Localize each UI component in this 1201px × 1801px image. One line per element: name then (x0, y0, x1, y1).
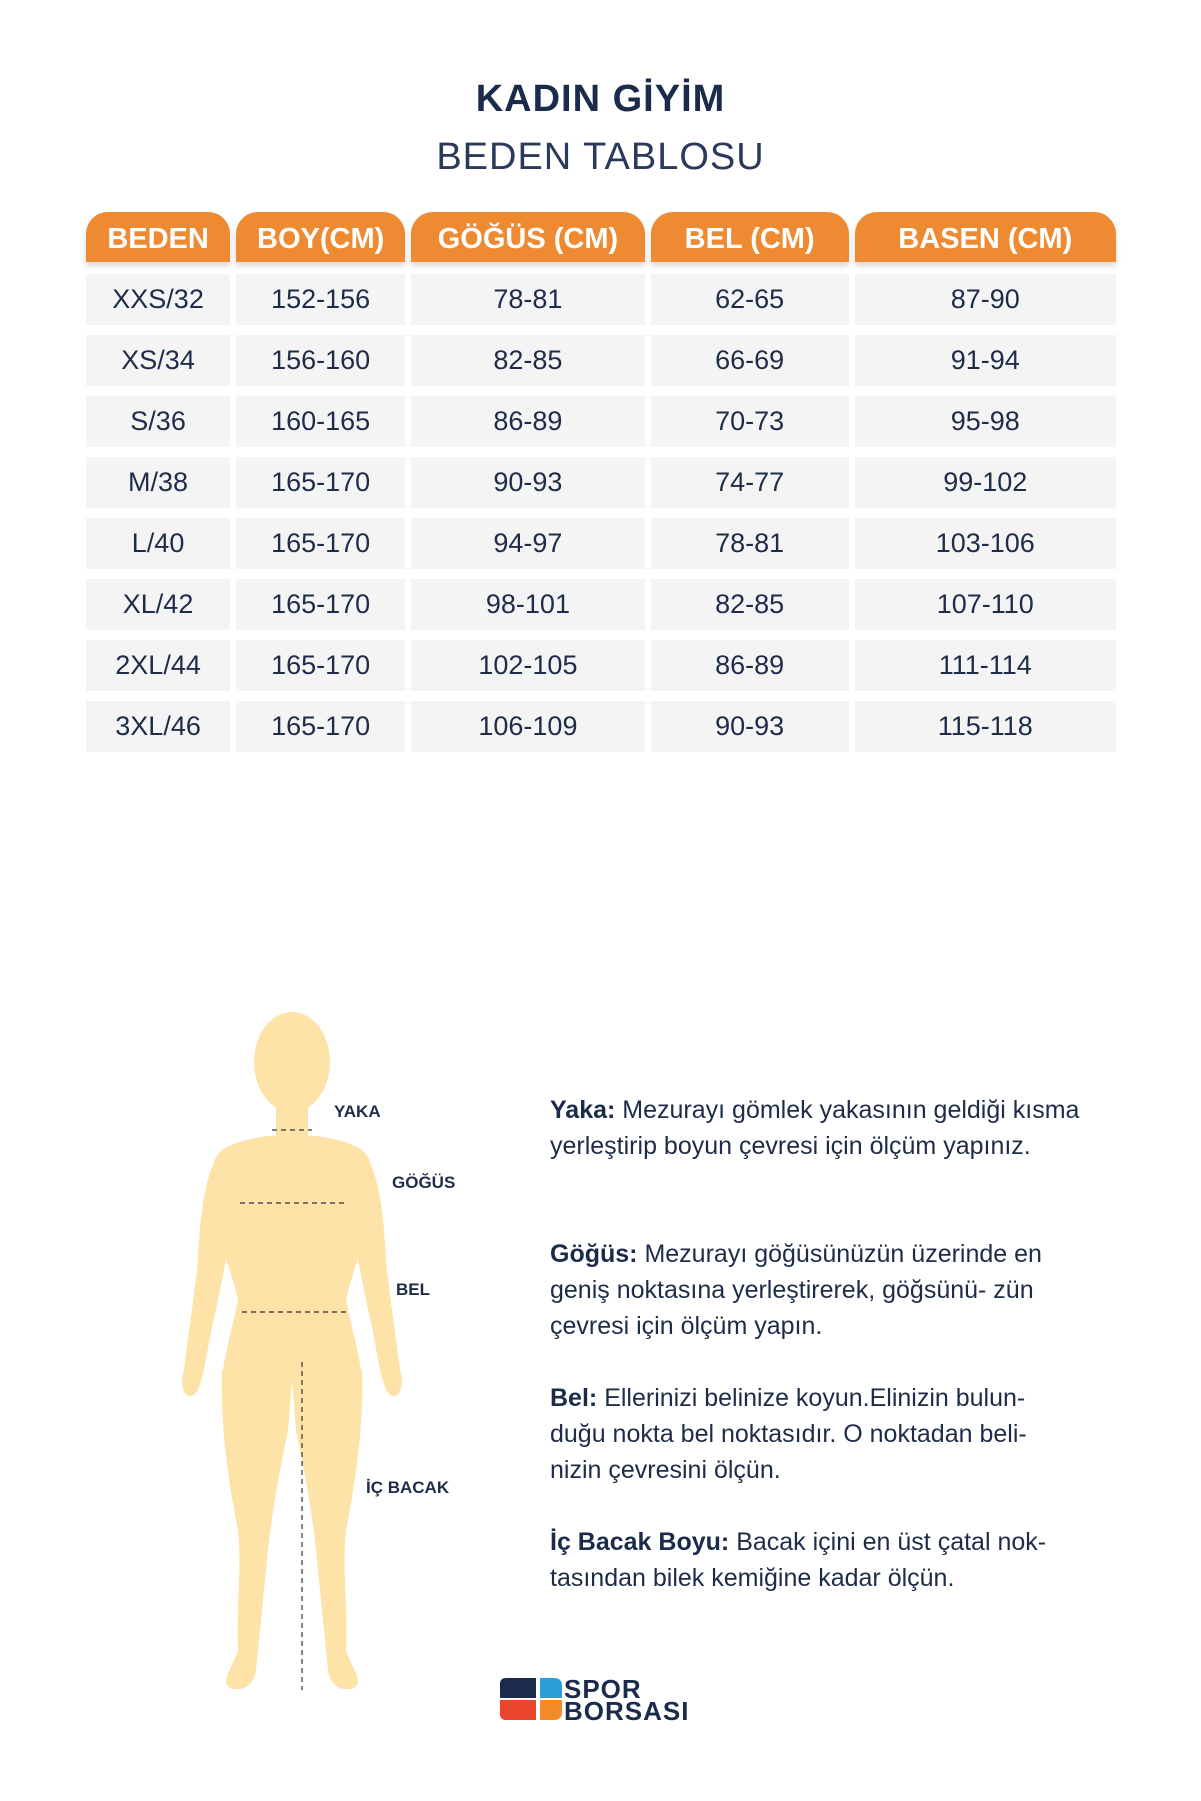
description-text: Mezurayı göğüsünüzün üzerinde en geniş noktasına yerleştirerek, göğsünü- zün çevresi için ölçüm yapın. (550, 1240, 1042, 1340)
table-cell: 165-170 (236, 701, 405, 752)
logo-text-line2: BORSASI (564, 1696, 690, 1726)
table-cell: 94-97 (411, 518, 645, 569)
table-cell: 165-170 (236, 579, 405, 630)
table-row (86, 274, 1116, 325)
table-cell: 78-81 (651, 518, 849, 569)
table-cell: 62-65 (651, 274, 849, 325)
description-term: Bel: (550, 1384, 598, 1412)
table-row (86, 701, 1116, 752)
table-cell: 111-114 (855, 640, 1116, 691)
column-header-gogus: GÖĞÜS (CM) (411, 212, 645, 262)
description-text: Ellerinizi belinize koyun.Elinizin bulun- duğu nokta bel noktasıdır. O noktadan beli- nizin çevresini ölçün. (550, 1384, 1027, 1484)
table-cell: XL/42 (86, 579, 230, 630)
table-cell: 98-101 (411, 579, 645, 630)
page-subtitle: BEDEN TABLOSU (436, 136, 765, 178)
table-row (86, 335, 1116, 386)
ic-bacak-label: İÇ BACAK (366, 1478, 450, 1497)
table-cell: 99-102 (855, 457, 1116, 508)
table-cell: 107-110 (855, 579, 1116, 630)
description-bel (550, 1380, 1080, 1488)
table-cell: 86-89 (651, 640, 849, 691)
description-term: İç Bacak Boyu: (550, 1528, 730, 1556)
table-cell: 82-85 (411, 335, 645, 386)
description-text: Mezurayı gömlek yakasının geldiği kısma yerleştirip boyun çevresi için ölçüm yapınız. (550, 1096, 1080, 1160)
table-cell: 86-89 (411, 396, 645, 447)
column-header-boy: BOY(CM) (236, 212, 405, 262)
table-cell: 87-90 (855, 274, 1116, 325)
table-cell: 91-94 (855, 335, 1116, 386)
spor-borsasi-logo-icon (500, 1678, 562, 1720)
table-row (86, 640, 1116, 691)
table-cell: M/38 (86, 457, 230, 508)
table-cell: 106-109 (411, 701, 645, 752)
column-header-basen: BASEN (CM) (855, 212, 1116, 262)
table-cell: XXS/32 (86, 274, 230, 325)
table-cell: 95-98 (855, 396, 1116, 447)
description-text: Bacak içini en üst çatal nok- tasından bilek kemiğine kadar ölçün. (550, 1528, 1047, 1592)
table-cell: L/40 (86, 518, 230, 569)
table-cell: 165-170 (236, 640, 405, 691)
column-header-beden: BEDEN (86, 212, 230, 262)
female-body-figure-icon (180, 1010, 420, 1700)
table-row (86, 518, 1116, 569)
bel-label: BEL (396, 1280, 430, 1299)
table-cell: 156-160 (236, 335, 405, 386)
table-cell: 70-73 (651, 396, 849, 447)
description-yaka (550, 1092, 1080, 1164)
table-cell: XS/34 (86, 335, 230, 386)
table-cell: 152-156 (236, 274, 405, 325)
table-cell: 90-93 (411, 457, 645, 508)
yaka-label: YAKA (334, 1102, 381, 1121)
table-header-row (86, 212, 1116, 262)
table-row (86, 579, 1116, 630)
table-row (86, 457, 1116, 508)
table-cell: 82-85 (651, 579, 849, 630)
description-gogus (550, 1236, 1080, 1344)
table-cell: 160-165 (236, 396, 405, 447)
table-cell: 165-170 (236, 518, 405, 569)
column-header-bel: BEL (CM) (651, 212, 849, 262)
table-cell: 103-106 (855, 518, 1116, 569)
table-cell: 66-69 (651, 335, 849, 386)
table-cell: 78-81 (411, 274, 645, 325)
table-cell: 74-77 (651, 457, 849, 508)
table-cell: 115-118 (855, 701, 1116, 752)
description-term: Göğüs: (550, 1240, 638, 1268)
table-cell: 102-105 (411, 640, 645, 691)
description-term: Yaka: (550, 1096, 616, 1124)
table-cell: S/36 (86, 396, 230, 447)
gogus-label: GÖĞÜS (392, 1173, 456, 1192)
page-title: KADIN GİYİM (475, 78, 726, 120)
table-cell: 2XL/44 (86, 640, 230, 691)
table-cell: 165-170 (236, 457, 405, 508)
table-row (86, 396, 1116, 447)
table-cell: 90-93 (651, 701, 849, 752)
logo-text-line1: SPOR (564, 1674, 642, 1704)
table-cell: 3XL/46 (86, 701, 230, 752)
description-ic-bacak (550, 1524, 1080, 1596)
size-table (86, 212, 1116, 752)
